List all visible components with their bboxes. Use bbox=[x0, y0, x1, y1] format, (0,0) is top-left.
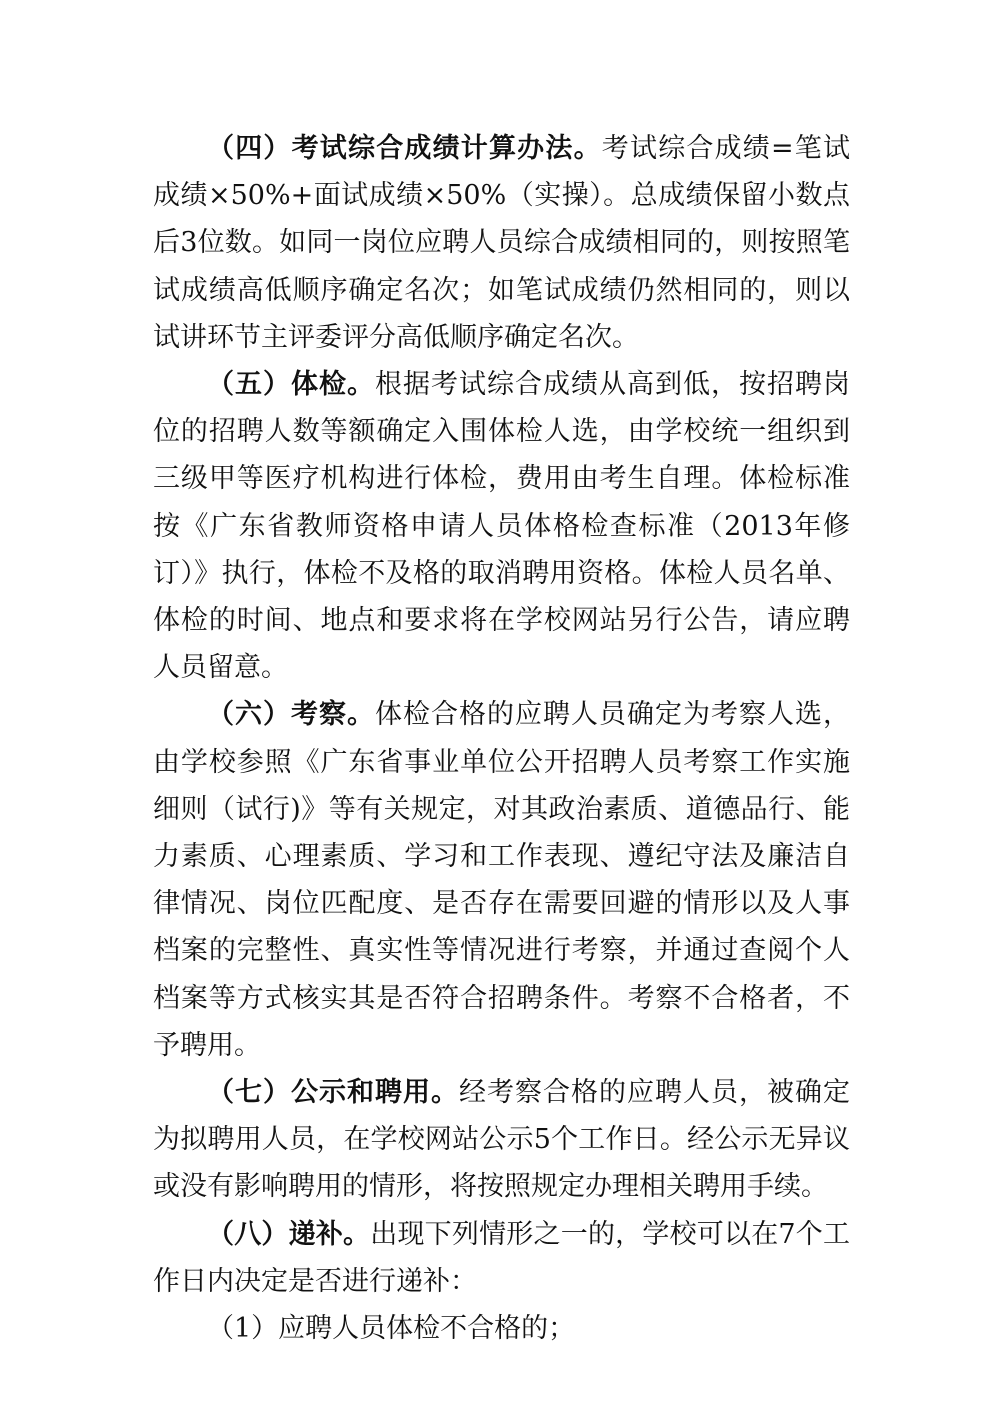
section-5-paragraph bbox=[153, 361, 850, 691]
list-item-1: （1）应聘人员体检不合格的； bbox=[207, 1313, 576, 1345]
section-5-heading: （五）体检。 bbox=[207, 369, 375, 401]
section-8-body: 出现下列情形之一的，学校可以在7个工作日内决定是否进行递补： bbox=[153, 1218, 851, 1297]
section-8-heading: （八）递补。 bbox=[207, 1218, 371, 1250]
section-4-heading: （四）考试综合成绩计算办法。 bbox=[207, 133, 602, 164]
section-5-body: 根据考试综合成绩从高到低，按招聘岗位的招聘人数等额确定入围体检人选，由学校统一组织到三级甲等医疗机构进行体检，费用由考生自理。体检标准按《广东省教师资格申请人员体格检查标准（2013年修订）》执行，体检不及格的取消聘用资格。体检人员名单、体检的时间、地点和要求将在学校网站另行公告，请应聘人员留意。 bbox=[153, 369, 850, 684]
section-4-paragraph bbox=[153, 125, 850, 361]
section-7-paragraph bbox=[153, 1069, 850, 1211]
section-7-heading: （七）公示和聘用。 bbox=[207, 1077, 459, 1109]
section-6-body: 体检合格的应聘人员确定为考察人选，由学校参照《广东省事业单位公开招聘人员考察工作实施细则（试行)》等有关规定，对其政治素质、道德品行、能力素质、心理素质、学习和工作表现、遵纪守法及廉洁自律情况、岗位匹配度、是否存在需要回避的情形以及人事档案的完整性、真实性等情况进行考察，并通过查阅个人档案等方式核实其是否符合招聘条件。考察不合格者，不予聘用。 bbox=[153, 699, 850, 1061]
section-6-heading: （六）考察。 bbox=[207, 699, 375, 731]
document-page bbox=[153, 125, 850, 1352]
section-6-paragraph bbox=[153, 691, 850, 1069]
section-8-paragraph bbox=[153, 1211, 850, 1305]
section-4-body: 考试综合成绩=笔试成绩×50%+面试成绩×50%（实操）。总成绩保留小数点后3位数。如同一岗位应聘人员综合成绩相同的，则按照笔试成绩高低顺序确定名次；如笔试成绩仍然相同的，则以试讲环节主评委评分高低顺序确定名次。 bbox=[153, 133, 851, 353]
section-7-body: 经考察合格的应聘人员，被确定为拟聘用人员，在学校网站公示5个工作日。经公示无异议或没有影响聘用的情形，将按照规定办理相关聘用手续。 bbox=[153, 1077, 850, 1203]
